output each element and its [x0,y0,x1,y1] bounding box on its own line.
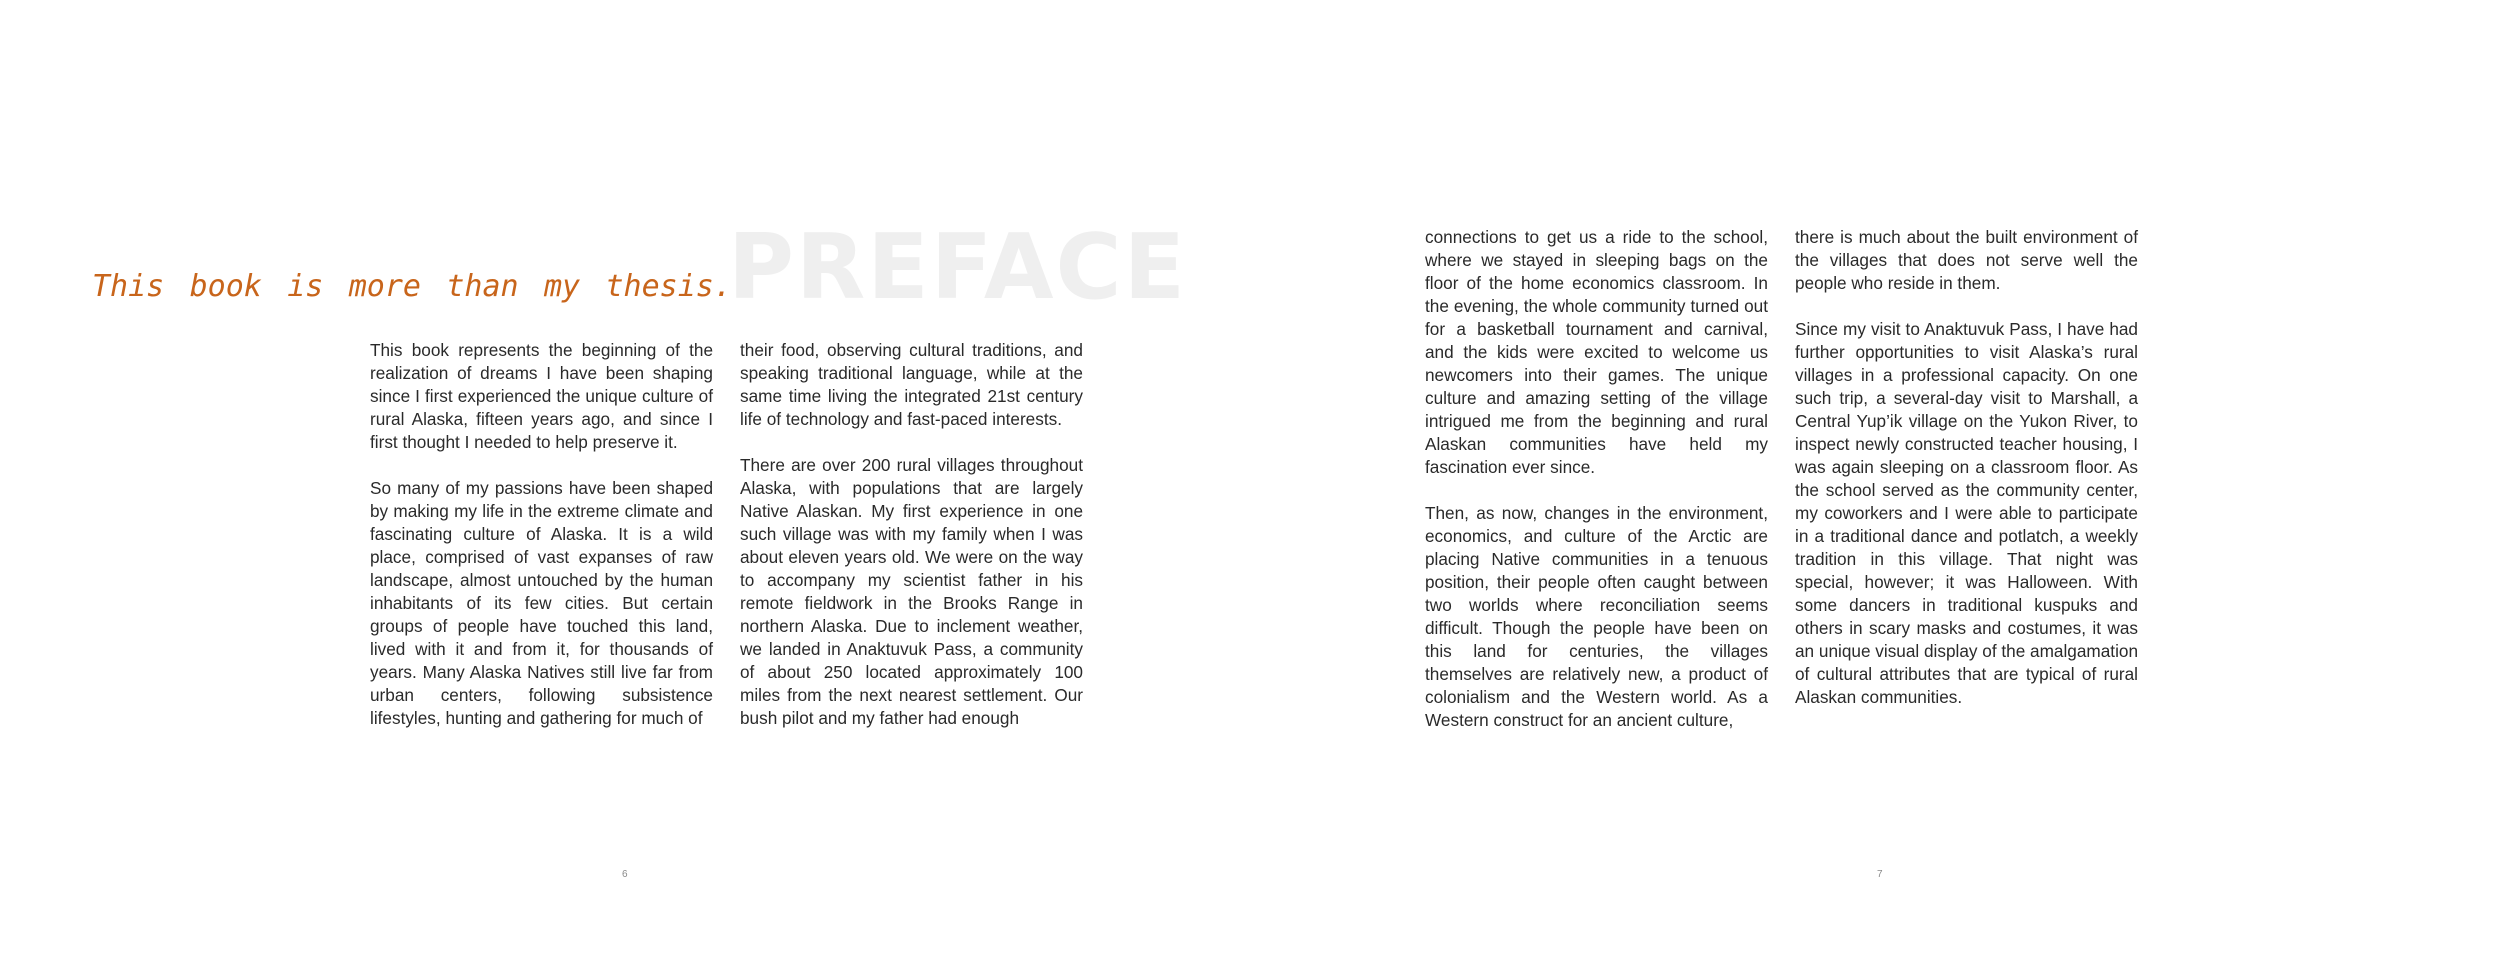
tagline-word: more [348,269,421,304]
text-column-1 [370,339,713,730]
paragraph: Since my visit to Anaktuvuk Pass, I have had further opportunities to visit Alaska’s rural villages in a professional capacity. On one such trip, a several-day visit to Marshall, a Central Yup’ik village on the Yukon River, to inspect newly constructed teacher housing, I was again sleeping on a classroom floor. As the school served as the community center, my coworkers and I were able to participate in a traditional dance and potlatch, a weekly tradition in this village. That night was special, however; it was Halloween. With some dancers in traditional kuspuks and others in scary masks and costumes, it was an unique visual display of the amalgamation of cultural attributes that are typical of rural Alaskan communities. [1795,319,2139,707]
preface-watermark: PREFACE [728,215,1188,320]
text-column-4 [1795,226,2138,709]
tagline-word: is [287,269,324,304]
tagline-word: This [92,269,165,304]
paragraph: Then, as now, changes in the environment, economics, and culture of the Arctic are placing Native communities in a tenuous position, their people often caught between two worlds where reconciliation seems difficult. Though the people have been on this land for centuries, the villages themselves are relatively new, a product of colonialism and the Western world. As a Western construct for an ancient culture, [1425,503,1768,730]
tagline-word: thesis. [605,269,732,304]
paragraph: their food, observing cultural traditions, and speaking traditional language, while at the same time living the integrated 21st century life of technology and fast-paced interests. [740,340,1083,429]
handwritten-tagline [92,269,732,304]
page-number-right: 7 [1877,869,1883,880]
paragraph: This book represents the beginning of the realization of dreams I have been shaping since I first experienced the unique culture of rural Alaska, fifteen years ago, and since I first thought I needed to help preserve it. [370,340,713,452]
paragraph: there is much about the built environment of the villages that does not serve well the people who reside in them. [1795,227,2138,293]
text-column-3 [1425,226,1768,732]
paragraph: connections to get us a ride to the school, where we stayed in sleeping bags on the floor of the home economics classroom. In the evening, the whole community turned out for a basketball tournament and carnival, and the kids were excited to welcome us newcomers into their games. The unique culture and amazing setting of the village intrigued me from the beginning and rural Alaskan communities have held my fascination ever since. [1425,227,1768,477]
tagline-word: my [544,269,581,304]
paragraph: So many of my passions have been shaped by making my life in the extreme climate and fascinating culture of Alaska. It is a wild place, comprised of vast expanses of raw landscape, almost untouched by the human inhabitants of its few cities. But certain groups of people have touched this land, lived with it and from it, for thousands of years. Many Alaska Natives still live far from urban centers, following subsistence lifestyles, hunting and gathering for much of [370,478,713,728]
page-number-left: 6 [622,869,628,880]
tagline-word: book [189,269,262,304]
tagline-word: than [446,269,519,304]
paragraph: There are over 200 rural villages throughout Alaska, with populations that are largely Native Alaskan. My first experience in one such village was with my family when I was about eleven years old. We were on the way to accompany my scientist father in his remote fieldwork in the Brooks Range in northern Alaska. Due to inclement weather, we landed in Anaktuvuk Pass, a community of about 250 located approximately 100 miles from the next nearest settlement. Our bush pilot and my father had enough [740,455,1083,728]
text-column-2 [740,339,1083,730]
